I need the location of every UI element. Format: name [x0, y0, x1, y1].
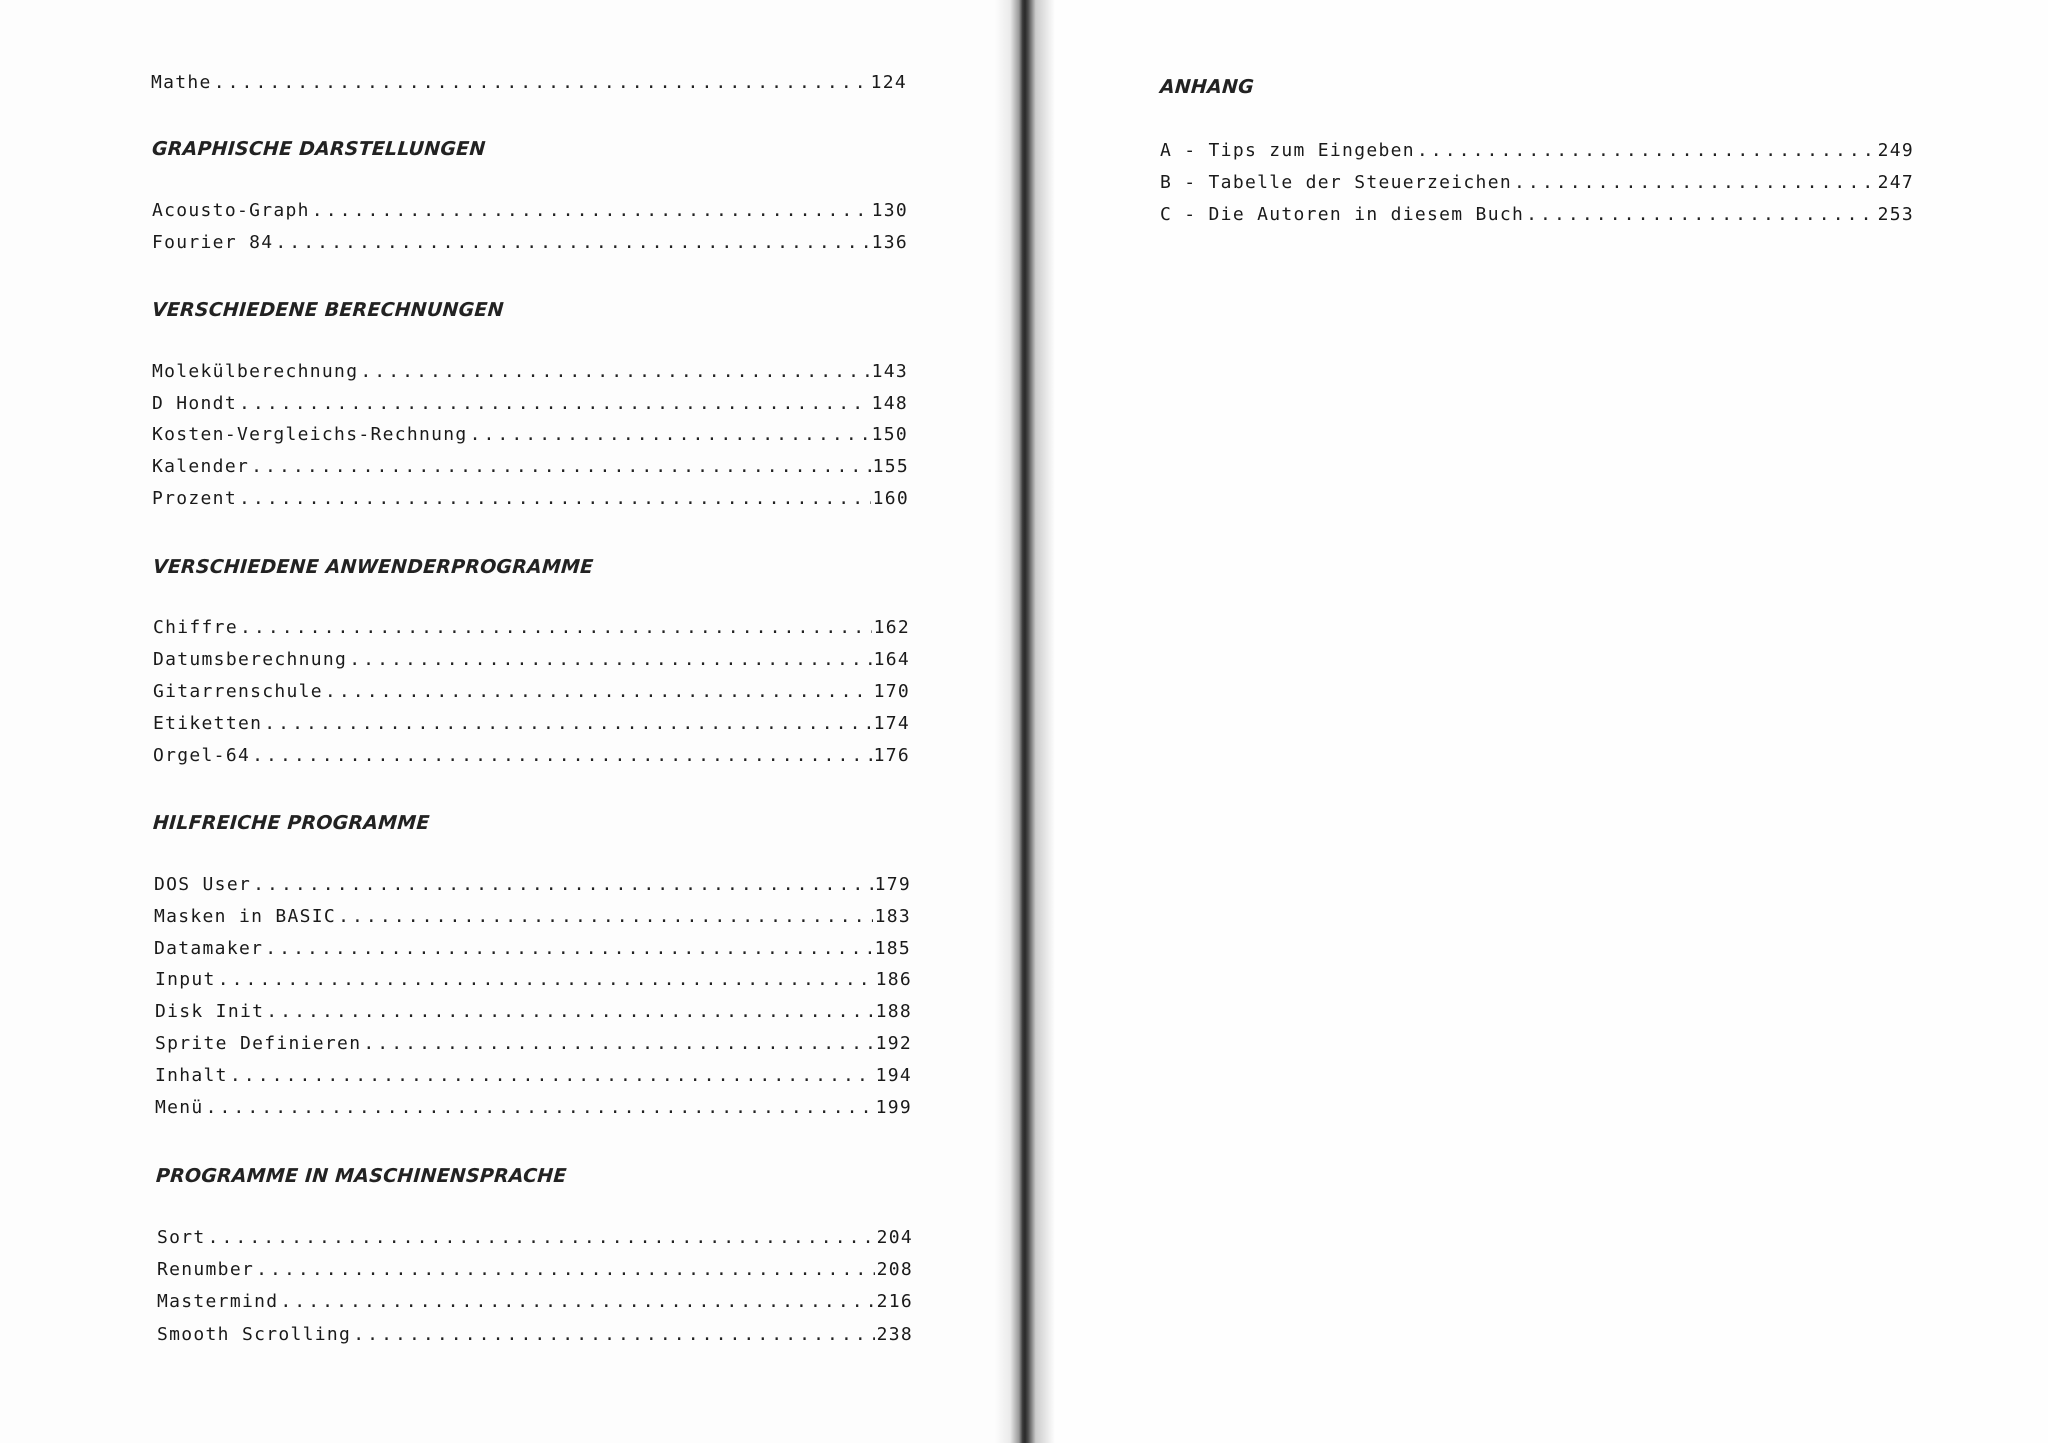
toc-entry-label: Sort	[157, 1227, 206, 1248]
section-heading: VERSCHIEDENE ANWENDERPROGRAMME	[152, 556, 595, 578]
leader-dots	[208, 1227, 875, 1248]
toc-entry-page: 136	[871, 232, 908, 253]
toc-entry-page: 176	[873, 745, 910, 766]
toc-entry-label: DOS User	[154, 874, 252, 895]
toc-entry-page: 216	[876, 1291, 913, 1312]
leader-dots	[325, 681, 872, 702]
toc-entry-label: Mathe	[151, 72, 212, 93]
leader-dots	[1417, 140, 1876, 161]
leader-dots	[363, 1033, 873, 1054]
toc-entry-page: 199	[875, 1097, 912, 1118]
leader-dots	[1526, 204, 1875, 225]
section-heading: GRAPHISCHE DARSTELLUNGEN	[151, 138, 487, 160]
toc-entry	[152, 488, 909, 509]
toc-entry	[152, 424, 908, 445]
toc-entry-page: 188	[875, 1001, 912, 1022]
toc-entry-label: C - Die Autoren in diesem Buch	[1160, 204, 1525, 225]
toc-entry-label: Sprite Definieren	[155, 1033, 362, 1054]
leader-dots	[312, 200, 870, 221]
toc-entry-label: Renumber	[157, 1259, 255, 1280]
toc-entry-page: 238	[876, 1324, 913, 1345]
leader-dots	[239, 393, 870, 414]
toc-entry	[154, 874, 911, 895]
leader-dots	[251, 456, 870, 477]
toc-entry	[153, 617, 910, 638]
leader-dots	[218, 969, 874, 990]
toc-entry-label: B - Tabelle der Steuerzeichen	[1160, 172, 1512, 193]
toc-entry	[157, 1227, 913, 1248]
section-heading: ANHANG	[1159, 76, 1255, 98]
toc-entry-page: 249	[1877, 140, 1914, 161]
toc-entry	[155, 1001, 912, 1022]
leader-dots	[338, 906, 873, 927]
toc-entry-page: 174	[873, 713, 910, 734]
leader-dots	[264, 713, 871, 734]
toc-entry-page: 185	[874, 938, 911, 959]
toc-entry	[155, 1097, 912, 1118]
toc-entry-page: 253	[1877, 204, 1914, 225]
leader-dots	[252, 745, 871, 766]
leader-dots	[239, 488, 871, 509]
section-heading: HILFREICHE PROGRAMME	[152, 812, 431, 834]
toc-entry-label: Mastermind	[157, 1291, 279, 1312]
toc-entry	[1160, 172, 1914, 193]
toc-entry	[1160, 140, 1914, 161]
toc-entry-label: Prozent	[152, 488, 237, 509]
left-page	[0, 0, 1018, 1443]
toc-entry-label: Kalender	[152, 456, 250, 477]
toc-entry-page: 124	[870, 72, 907, 93]
toc-entry	[153, 745, 910, 766]
toc-entry	[152, 456, 909, 477]
toc-entry	[157, 1291, 913, 1312]
right-page	[1036, 0, 2048, 1443]
leader-dots	[206, 1097, 874, 1118]
toc-entry-page: 160	[872, 488, 909, 509]
toc-entry	[152, 361, 908, 382]
toc-entry-page: 192	[875, 1033, 912, 1054]
toc-entry-page: 208	[876, 1259, 913, 1280]
toc-entry	[154, 938, 911, 959]
leader-dots	[266, 1001, 873, 1022]
toc-entry-label: Smooth Scrolling	[157, 1324, 352, 1345]
toc-entry	[152, 393, 908, 414]
toc-entry	[1160, 204, 1914, 225]
toc-entry	[153, 681, 910, 702]
toc-entry	[155, 969, 912, 990]
section-heading: VERSCHIEDENE BERECHNUNGEN	[151, 299, 505, 321]
toc-entry	[155, 1065, 912, 1086]
leader-dots	[265, 938, 872, 959]
section-heading: PROGRAMME IN MASCHINENSPRACHE	[155, 1165, 568, 1187]
toc-entry-page: 164	[873, 649, 910, 670]
leader-dots	[240, 617, 872, 638]
leader-dots	[280, 1291, 874, 1312]
toc-entry-label: Gitarrenschule	[153, 681, 323, 702]
toc-entry-label: D Hondt	[152, 393, 237, 414]
toc-entry	[157, 1259, 913, 1280]
toc-entry-label: Kosten-Vergleichs-Rechnung	[152, 424, 468, 445]
toc-entry-label: Chiffre	[153, 617, 238, 638]
toc-entry-page: 130	[871, 200, 908, 221]
toc-entry	[157, 1324, 913, 1345]
toc-entry	[152, 232, 908, 253]
toc-entry-page: 150	[871, 424, 908, 445]
toc-entry-label: Masken in BASIC	[154, 906, 337, 927]
leader-dots	[1514, 172, 1876, 193]
toc-entry-page: 179	[874, 874, 911, 895]
toc-entry-page: 186	[875, 969, 912, 990]
toc-entry-label: Inhalt	[155, 1065, 228, 1086]
toc-entry-page: 143	[871, 361, 908, 382]
toc-entry-label: A - Tips zum Eingeben	[1160, 140, 1415, 161]
toc-entry-label: Molekülberechnung	[152, 361, 359, 382]
leader-dots	[349, 649, 871, 670]
toc-entry-label: Datumsberechnung	[153, 649, 348, 670]
leader-dots	[470, 424, 870, 445]
toc-entry-label: Etiketten	[153, 713, 263, 734]
toc-entry-label: Acousto-Graph	[152, 200, 310, 221]
leader-dots	[253, 874, 872, 895]
toc-entry	[152, 200, 908, 221]
toc-entry-page: 170	[873, 681, 910, 702]
leader-dots	[214, 72, 869, 93]
book-gutter	[995, 0, 1055, 1443]
toc-entry-label: Fourier 84	[152, 232, 274, 253]
toc-entry-page: 183	[874, 906, 911, 927]
toc-entry-label: Orgel-64	[153, 745, 251, 766]
toc-entry-page: 194	[875, 1065, 912, 1086]
toc-entry-label: Datamaker	[154, 938, 264, 959]
toc-entry-label: Input	[155, 969, 216, 990]
leader-dots	[275, 232, 869, 253]
leader-dots	[230, 1065, 874, 1086]
toc-entry-page: 204	[876, 1227, 913, 1248]
toc-entry	[155, 1033, 912, 1054]
leader-dots	[256, 1259, 874, 1280]
toc-entry	[153, 713, 910, 734]
toc-entry-page: 162	[873, 617, 910, 638]
toc-entry-page: 155	[872, 456, 909, 477]
leader-dots	[360, 361, 869, 382]
toc-entry-label: Disk Init	[155, 1001, 265, 1022]
toc-entry	[151, 72, 907, 93]
toc-entry	[153, 649, 910, 670]
toc-entry	[154, 906, 911, 927]
toc-entry-label: Menü	[155, 1097, 204, 1118]
leader-dots	[353, 1324, 874, 1345]
toc-entry-page: 247	[1877, 172, 1914, 193]
toc-entry-page: 148	[871, 393, 908, 414]
